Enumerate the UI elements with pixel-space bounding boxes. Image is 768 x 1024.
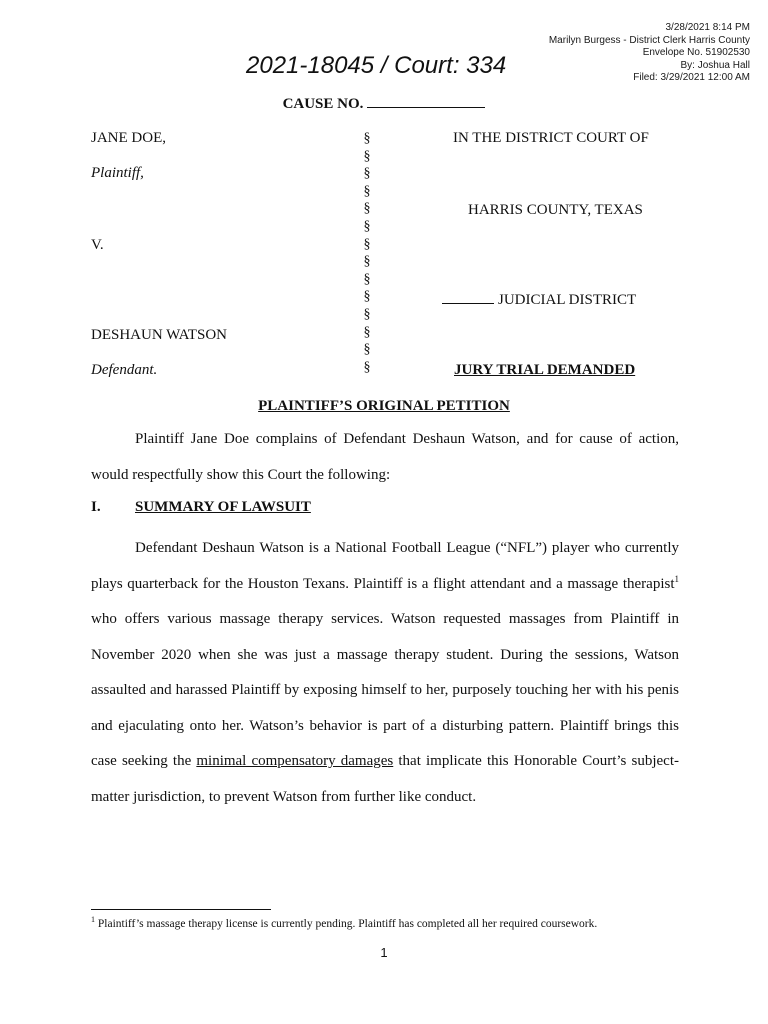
section-symbol: § [363,359,371,375]
court-line-3-text: JUDICIAL DISTRICT [498,292,637,308]
defendant-name: DESHAUN WATSON [91,327,227,343]
defendant-role: Defendant. [91,362,158,378]
section-symbol: § [363,166,371,182]
summary-underlined-phrase: minimal compensatory damages [196,753,394,769]
section-symbol: § [363,218,371,234]
summary-text-1: Defendant Deshaun Watson is a National Football League (“NFL”) player who currently plays quarterback for the Houston Texans. Plaintiff is a flight attendant and a massage therapist [91,540,679,592]
stamp-filed: Filed: 3/29/2021 12:00 AM [633,72,750,83]
section-symbol: § [363,324,371,340]
cause-number-blank [367,95,485,108]
stamp-by: By: Joshua Hall [680,59,750,71]
plaintiff-name: JANE DOE, [91,130,166,146]
case-number-header: 2021-18045 / Court: 334 [246,52,507,79]
section-symbol: § [363,306,371,322]
stamp-datetime: 3/28/2021 8:14 PM [665,22,750,33]
court-line-3 [442,291,636,309]
intro-paragraph: Plaintiff Jane Doe complains of Defendant Deshaun Watson, and for cause of action, would respectfully show this Court the following: [91,431,679,483]
clerk-filing-stamp [510,22,750,85]
plaintiff-role: Plaintiff, [91,165,144,181]
section-symbol: § [363,148,371,164]
cause-label: CAUSE NO. [282,96,364,112]
section-heading [91,499,311,516]
stamp-clerk: Marilyn Burgess - District Clerk Harris County [548,34,750,46]
summary-text-3: that implicate this Honorable Court’s subject-matter jurisdiction, to prevent Watson from further like conduct. [91,753,679,805]
footnote-reference: 1 [674,573,679,584]
section-symbol-column [360,130,374,376]
section-number: I. [91,499,101,515]
section-title: SUMMARY OF LAWSUIT [135,499,311,515]
section-symbol: § [363,201,371,217]
versus: V. [91,237,104,253]
section-symbol: § [363,131,371,146]
cause-number-line [0,95,768,113]
court-line-1: IN THE DISTRICT COURT OF [453,130,649,146]
footnote-marker: 1 [91,915,95,925]
section-symbol: § [363,342,371,358]
footnote-text: Plaintiff’s massage therapy license is currently pending. Plaintiff has completed all her required coursework. [95,918,598,930]
footnote-divider [91,909,271,910]
section-symbol: § [363,254,371,270]
stamp-envelope: Envelope No. 51902530 [642,47,750,58]
section-symbol: § [363,183,371,199]
summary-paragraph [91,531,679,815]
footnote [91,915,598,930]
judicial-district-blank [442,291,494,304]
page-number: 1 [380,945,388,960]
petition-title: PLAINTIFF’S ORIGINAL PETITION [258,398,510,414]
section-symbol: § [363,236,371,252]
section-symbol: § [363,289,371,305]
court-line-2: HARRIS COUNTY, TEXAS [468,202,643,218]
summary-text-2: who offers various massage therapy services. Watson requested massages from Plaintiff in November 2020 when she was just a massage therapy student. During the sessions, Watson assaulted and harassed Plaintiff by exposing himself to her, purposely touching her with his penis and ejaculating onto her. Watson’s behavior is part of a disturbing pattern. Plaintiff brings this case seeking the [91,611,679,769]
section-symbol: § [363,271,371,287]
jury-trial-demanded: JURY TRIAL DEMANDED [454,362,636,378]
